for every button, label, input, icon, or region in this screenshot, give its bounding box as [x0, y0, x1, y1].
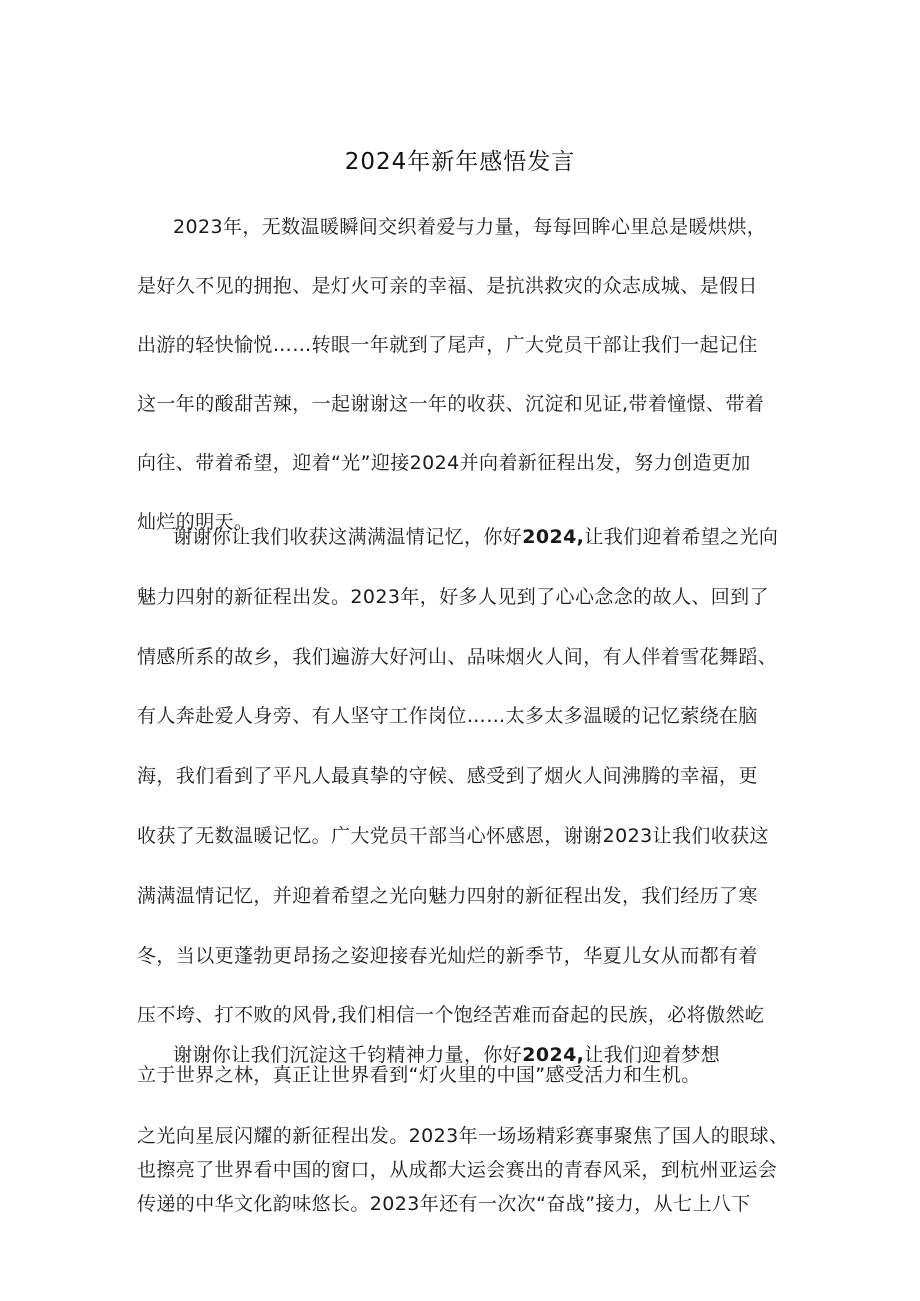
paragraph-line: 收获了无数温暖记忆。广大党员干部当心怀感恩，谢谢2023让我们收获这	[137, 824, 769, 847]
paragraph-line: 魅力四射的新征程出发。2023年，好多人见到了心心念念的故人、回到了	[137, 585, 769, 608]
paragraph-line: 灿烂的明天。	[137, 511, 254, 533]
paragraph-line: 传递的中华文化韵味悠长。2023年还有一次次“奋战”接力，从七上八下	[137, 1193, 751, 1215]
paragraph-line: 出游的轻快愉悦……转眼一年就到了尾声，广大党员干部让我们一起记住	[137, 334, 758, 356]
paragraph-1	[137, 211, 797, 565]
paragraph-line: 也擦亮了世界看中国的窗口，从成都大运会赛出的青春风采，到杭州亚运会	[137, 1159, 778, 1181]
paragraph-line: 谢谢你让我们沉淀这千钧精神力量，你好2024,让我们迎着梦想	[173, 1044, 721, 1066]
paragraph-line: 情感所系的故乡，我们遍游大好河山、品味烟火人间，有人伴着雪花舞蹈、	[137, 645, 778, 668]
paragraph-line: 满满温情记忆，并迎着希望之光向魅力四射的新征程出发，我们经历了寒	[137, 884, 758, 907]
paragraph-line: 谢谢你让我们收获这满满温情记忆，你好2024,让我们迎着希望之光向	[173, 526, 779, 548]
paragraph-line: 之光向星辰闪耀的新征程出发。2023年一场场精彩赛事聚焦了国人的眼球、	[137, 1125, 789, 1147]
bold-year: 2024,	[522, 526, 585, 548]
paragraph-line: 海，我们看到了平凡人最真挚的守候、感受到了烟火人间沸腾的幸福，更	[137, 765, 758, 788]
paragraph-line: 有人奔赴爱人身旁、有人坚守工作岗位……太多太多温暖的记忆萦绕在脑	[137, 705, 758, 728]
bold-year: 2024,	[522, 1044, 585, 1066]
paragraph-line: 压不垮、打不败的风骨,我们相信一个饱经苦难而奋起的民族，必将傲然屹	[137, 1004, 765, 1027]
paragraph-line: 立于世界之林，真正让世界看到“灯火里的中国”感受活力和生机。	[137, 1064, 701, 1087]
document-title: 2024年新年感悟发言	[344, 149, 576, 175]
paragraph-3	[137, 1120, 797, 1222]
paragraph-line: 向往、带着希望，迎着“光”迎接2024并向着新征程出发，努力创造更加	[137, 452, 751, 474]
paragraph-line: 是好久不见的拥抱、是灯火可亲的幸福、是抗洪救灾的众志成城、是假日	[137, 275, 758, 297]
paragraph-line: 冬，当以更蓬勃更昂扬之姿迎接春光灿烂的新季节，华夏儿女从而都有着	[137, 944, 758, 967]
paragraph-2	[137, 521, 797, 1119]
paragraph-line: 2023年，无数温暖瞬间交织着爱与力量，每每回眸心里总是暖烘烘，	[173, 216, 767, 238]
paragraph-line: 这一年的酸甜苦辣，一起谢谢这一年的收获、沉淀和见证,带着憧憬、带着	[137, 393, 765, 415]
paragraph-3-opening	[137, 1039, 797, 1071]
